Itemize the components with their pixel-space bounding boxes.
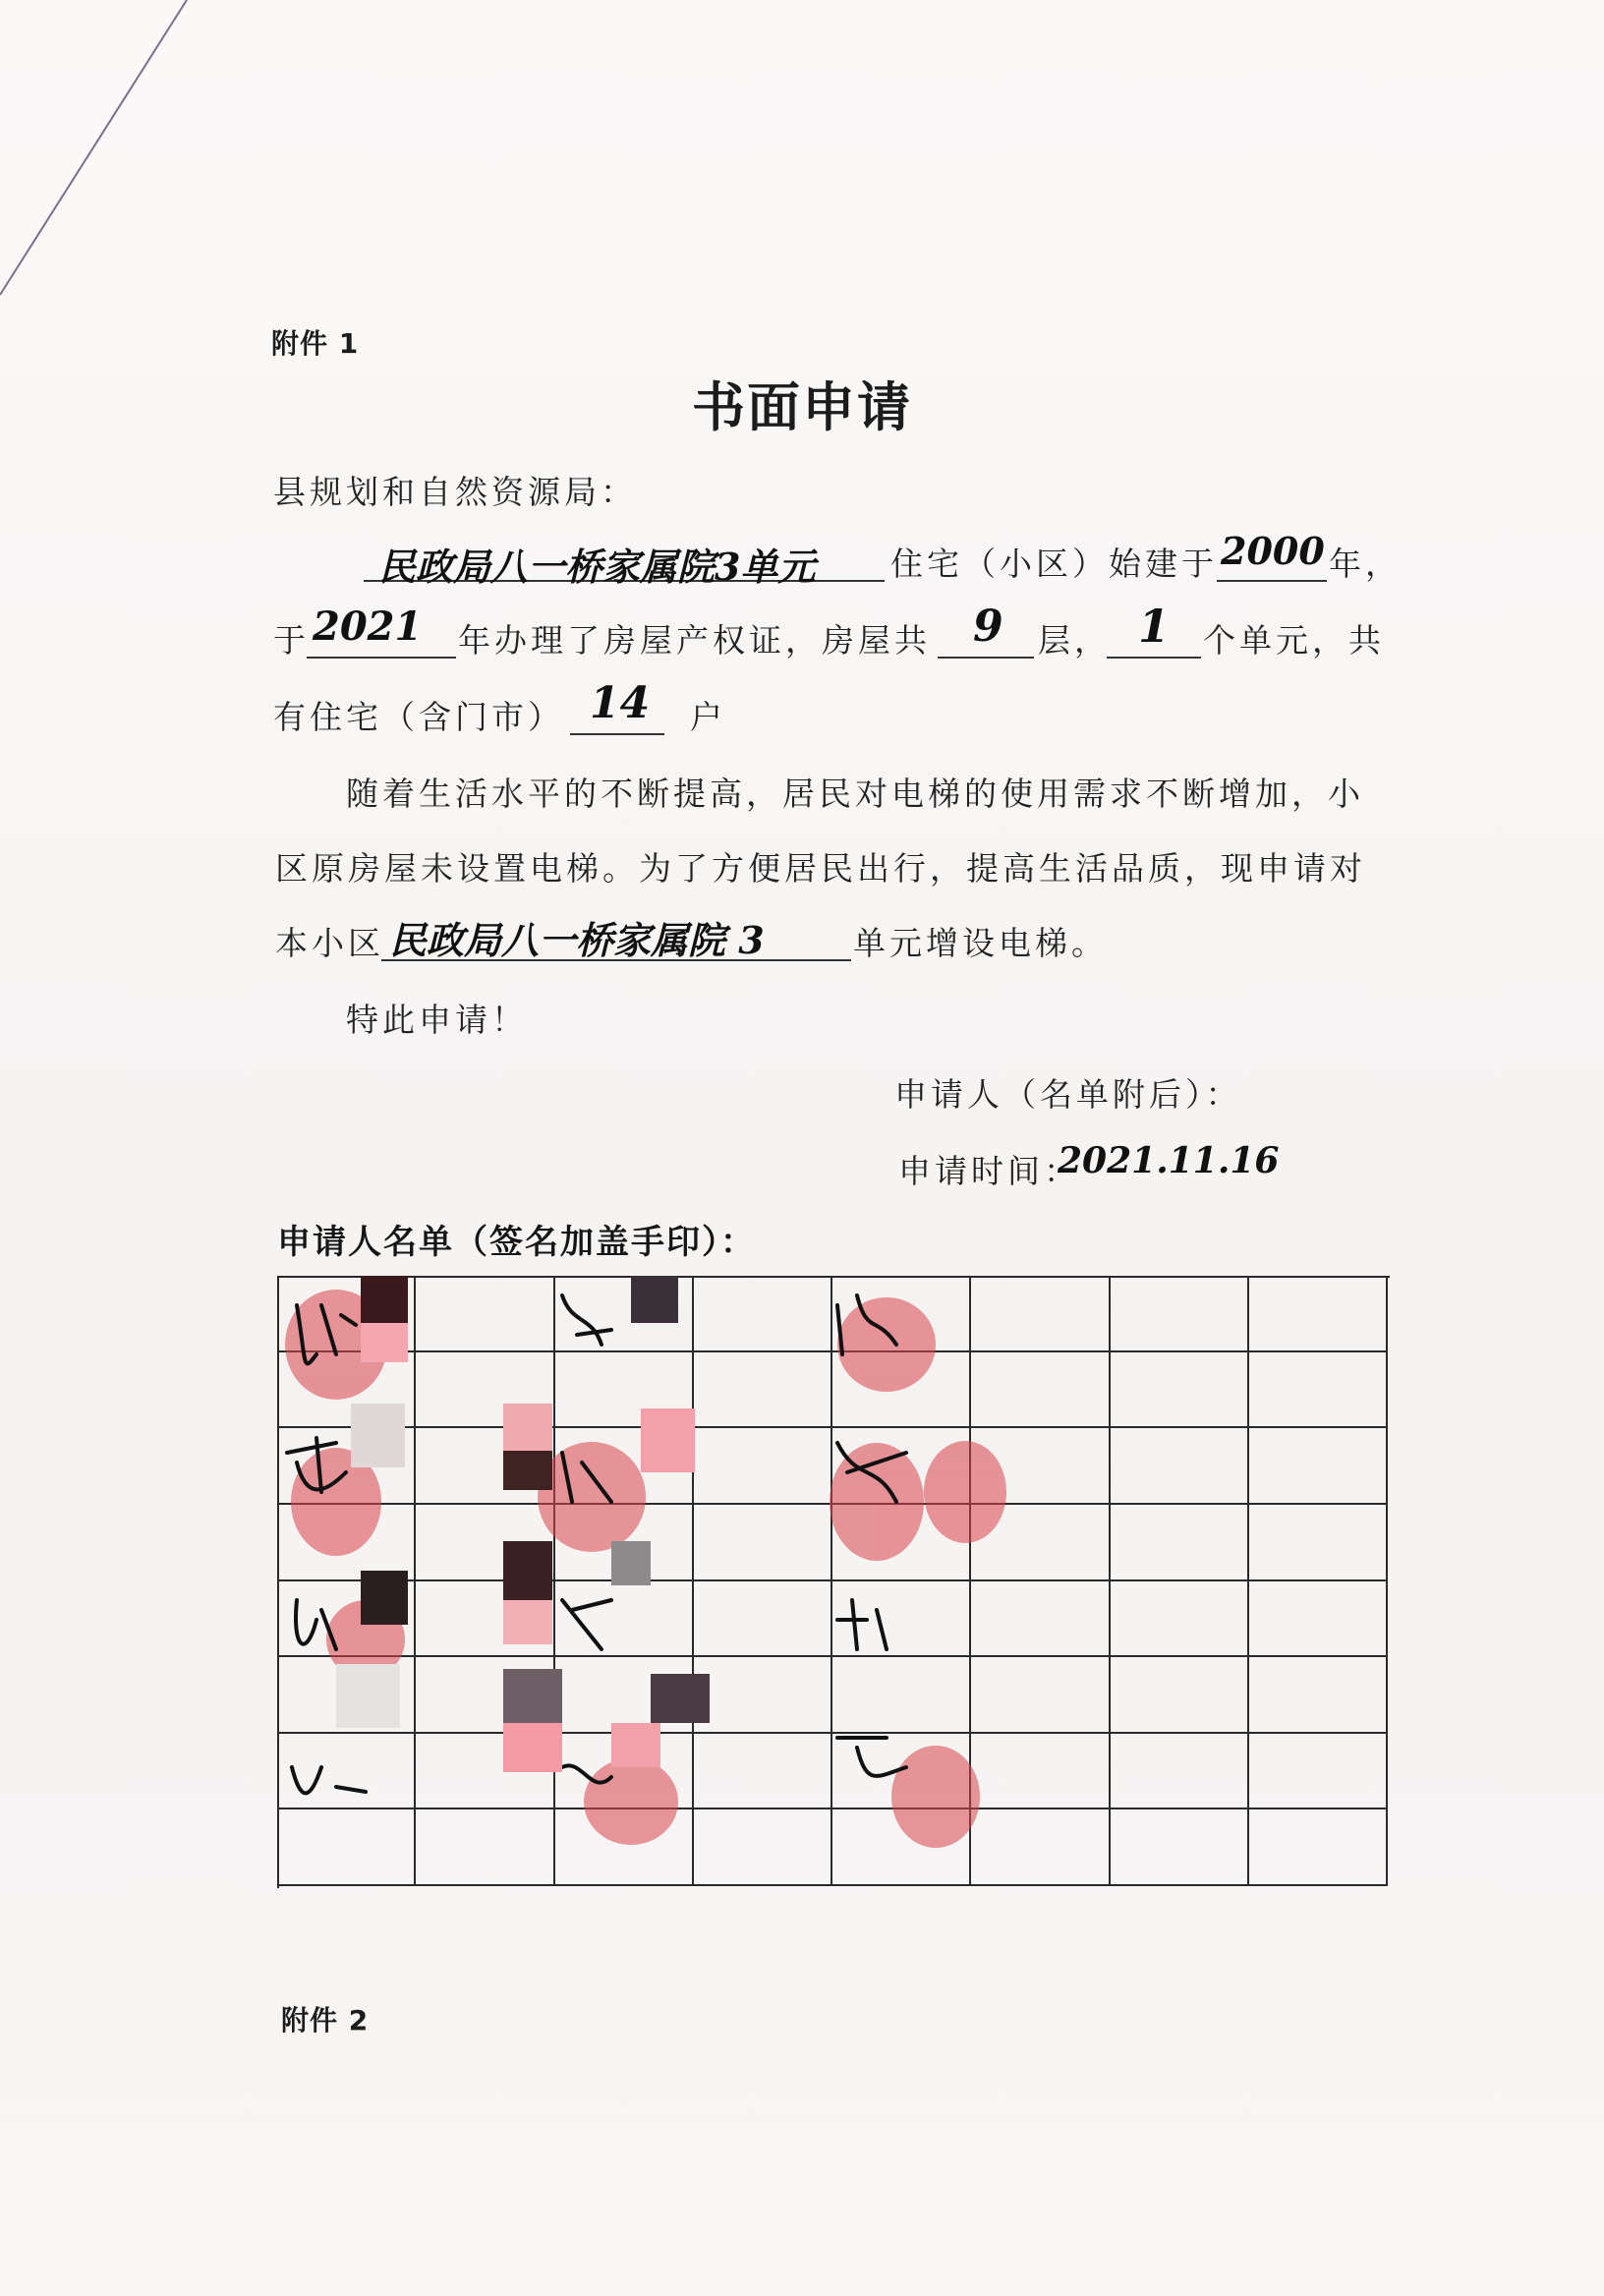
table-cell [1111,1505,1249,1581]
table-cell [832,1276,971,1352]
table-cell [555,1505,694,1581]
date-handwritten: 2021.11.16 [1058,1140,1280,1181]
table-cell [971,1657,1110,1734]
table-cell [416,1352,554,1429]
table-cell [555,1352,694,1429]
table-cell [694,1809,832,1886]
table-cell [416,1428,554,1505]
table-cell [971,1581,1110,1658]
table-cell [277,1352,416,1429]
table-cell [277,1734,416,1810]
table-cell [277,1505,416,1581]
addressee: 县规划和自然资源局： [273,473,637,511]
table-cell [694,1505,832,1581]
applicant-list-heading: 申请人名单（签名加盖手印）： [277,1223,756,1262]
table-cell [694,1428,832,1505]
text-households-suffix: 户 [690,698,726,736]
text-at: 于 [273,621,310,660]
table-cell [555,1657,694,1734]
table-cell [832,1505,971,1581]
table-cell [971,1428,1110,1505]
attachment-2-label: 附件 2 [281,2004,370,2037]
closing-text: 特此申请！ [346,1001,528,1039]
signature-table [277,1276,1392,1890]
table-cell [694,1581,832,1658]
text-cert: 年办理了房屋产权证，房屋共 [458,621,931,660]
para2-line2: 区原房屋未设置电梯。为了方便居民出行，提高生活品质，现申请对 [275,849,1366,888]
estate-name-handwritten-2: 民政局八一桥家属院 3 [389,918,765,962]
table-cell [277,1428,416,1505]
table-cell [555,1276,694,1352]
estate-name-handwritten: 民政局八一桥家属院3单元 [378,545,816,589]
table-cell [1249,1276,1388,1352]
table-cell [694,1657,832,1734]
table-cell [555,1809,694,1886]
table-cell [832,1428,971,1505]
text-households-prefix: 有住宅（含门市） [273,698,564,736]
table-cell [555,1734,694,1810]
table-cell [1111,1428,1249,1505]
table-cell [416,1734,554,1810]
floors-handwritten: 9 [973,602,1003,652]
table-cell [971,1734,1110,1810]
text-floors: 层， [1038,621,1111,660]
table-cell [1111,1352,1249,1429]
table-cell [694,1352,832,1429]
table-cell [277,1581,416,1658]
table-cell [832,1734,971,1810]
table-cell [971,1809,1110,1886]
para2-line1: 随着生活水平的不断提高，居民对电梯的使用需求不断增加，小 [346,775,1364,813]
table-cell [1111,1734,1249,1810]
table-cell [416,1809,554,1886]
table-cell [277,1657,416,1734]
table-cell [1111,1809,1249,1886]
document-title: 书面申请 [692,376,912,438]
table-cell [555,1581,694,1658]
para2-line3-prefix: 本小区 [275,924,384,962]
table-cell [971,1276,1110,1352]
cert-year-handwritten: 2021 [313,603,423,650]
table-cell [1249,1505,1388,1581]
built-year-handwritten: 2000 [1221,529,1325,573]
table-cell [832,1657,971,1734]
table-cell [1249,1734,1388,1810]
table-cell [555,1428,694,1505]
table-cell [1249,1352,1388,1429]
text-residence: 住宅（小区）始建于 [890,545,1218,583]
date-label: 申请时间： [898,1152,1080,1190]
table-cell [416,1657,554,1734]
table-cell [1111,1581,1249,1658]
table-cell [1249,1657,1388,1734]
table-cell [694,1734,832,1810]
table-cell [971,1505,1110,1581]
applicant-label: 申请人（名单附后）： [894,1075,1242,1114]
table-cell [1249,1809,1388,1886]
table-cell [277,1809,416,1886]
table-cell [1249,1581,1388,1658]
table-cell [1111,1276,1249,1352]
table-cell [832,1581,971,1658]
table-cell [971,1352,1110,1429]
text-units: 个单元，共 [1203,621,1385,660]
table-cell [832,1352,971,1429]
table-cell [416,1505,554,1581]
table-cell [832,1809,971,1886]
table-cell [1249,1428,1388,1505]
table-cell [1111,1657,1249,1734]
table-cell [694,1276,832,1352]
para2-line3-suffix: 单元增设电梯。 [853,924,1108,962]
text-year: 年， [1329,545,1402,583]
attachment-1-label: 附件 1 [271,327,360,360]
units-handwritten: 1 [1138,600,1171,653]
table-cell [277,1276,416,1352]
table-cell [416,1276,554,1352]
table-cell [416,1581,554,1658]
households-handwritten: 14 [590,678,651,728]
